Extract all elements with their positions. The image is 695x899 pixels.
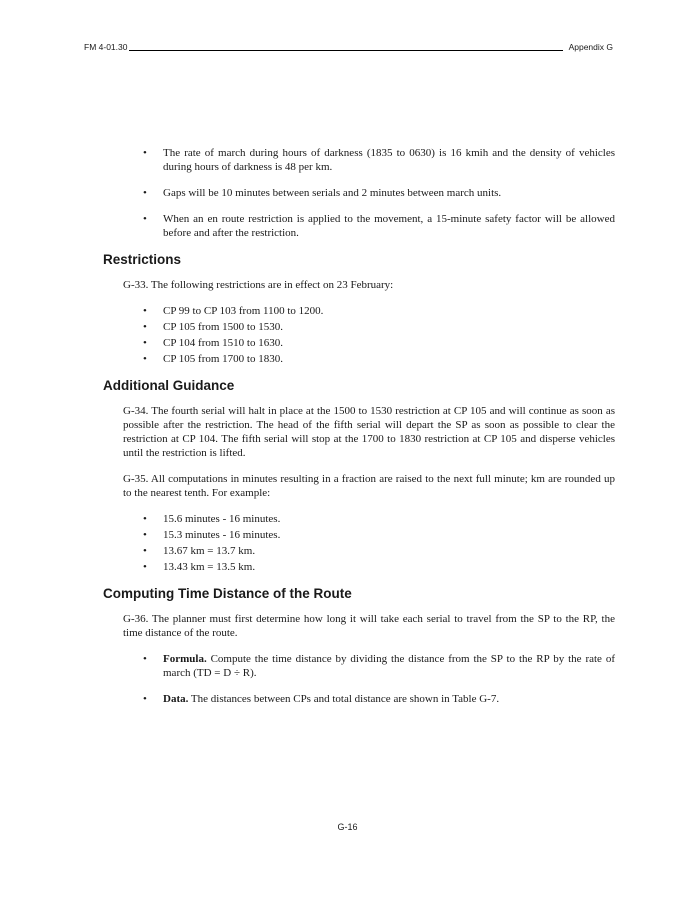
- formula-label: Formula.: [163, 653, 207, 665]
- data-text: The distances between CPs and total distance are shown in Table G-7.: [188, 693, 500, 705]
- list-item: • 13.67 km = 13.7 km.: [141, 544, 615, 558]
- list-item: • CP 104 from 1510 to 1630.: [141, 336, 615, 350]
- data-label: Data.: [163, 693, 189, 705]
- list-item: • CP 105 from 1700 to 1830.: [141, 352, 615, 366]
- list-item: • Gaps will be 10 minutes between serials and 2 minutes between march units.: [141, 186, 615, 200]
- list-item: • CP 105 from 1500 to 1530.: [141, 320, 615, 334]
- list-item: • CP 99 to CP 103 from 1100 to 1200.: [141, 304, 615, 318]
- header-manual-number: FM 4-01.30: [84, 42, 128, 52]
- header-rule: [129, 50, 563, 51]
- page-header: [84, 42, 613, 54]
- restrictions-list: [103, 304, 615, 366]
- header-appendix: Appendix G: [568, 42, 613, 52]
- rounding-examples-list: [103, 512, 615, 574]
- paragraph-g36: G-36. The planner must first determine how long it will take each serial to travel from the SP to the RP, the time distance of the route.: [123, 613, 615, 639]
- page-body: [103, 146, 615, 718]
- list-item: • 13.43 km = 13.5 km.: [141, 560, 615, 574]
- list-item: • 15.3 minutes - 16 minutes.: [141, 528, 615, 542]
- intro-bullet-list: [103, 146, 615, 240]
- computing-heading: Computing Time Distance of the Route: [103, 586, 352, 601]
- list-item: • 15.6 minutes - 16 minutes.: [141, 512, 615, 526]
- list-item: [141, 692, 615, 706]
- paragraph-g33: G-33. The following restrictions are in effect on 23 February:: [123, 279, 394, 291]
- computing-bullet-list: [103, 652, 615, 706]
- list-item: • The rate of march during hours of darkness (1835 to 0630) is 16 kmih and the density of vehicles during hours of darkness is 48 per km.: [141, 146, 615, 174]
- list-item: [141, 652, 615, 680]
- paragraph-g35: G-35. All computations in minutes resulting in a fraction are raised to the next full minute; km are rounded up to the nearest tenth. For example:: [123, 473, 615, 499]
- page-number: G-16: [337, 822, 358, 832]
- formula-text: Compute the time distance by dividing the distance from the SP to the RP by the rate of march (TD = D ÷ R).: [163, 653, 615, 679]
- paragraph-g34: G-34. The fourth serial will halt in place at the 1500 to 1530 restriction at CP 105 and will continue as soon as possible after the restriction. The head of the fifth serial will depart the SP as soon as possible to clear the restriction at CP 104. The fifth serial will stop at the 1700 to 1830 restriction at CP 105 and disperse vehicles until the restriction is lifted.: [123, 405, 615, 459]
- restrictions-heading: Restrictions: [103, 252, 182, 267]
- list-item: • When an en route restriction is applied to the movement, a 15-minute safety factor will be allowed before and after the restriction.: [141, 212, 615, 240]
- additional-guidance-heading: Additional Guidance: [103, 378, 235, 393]
